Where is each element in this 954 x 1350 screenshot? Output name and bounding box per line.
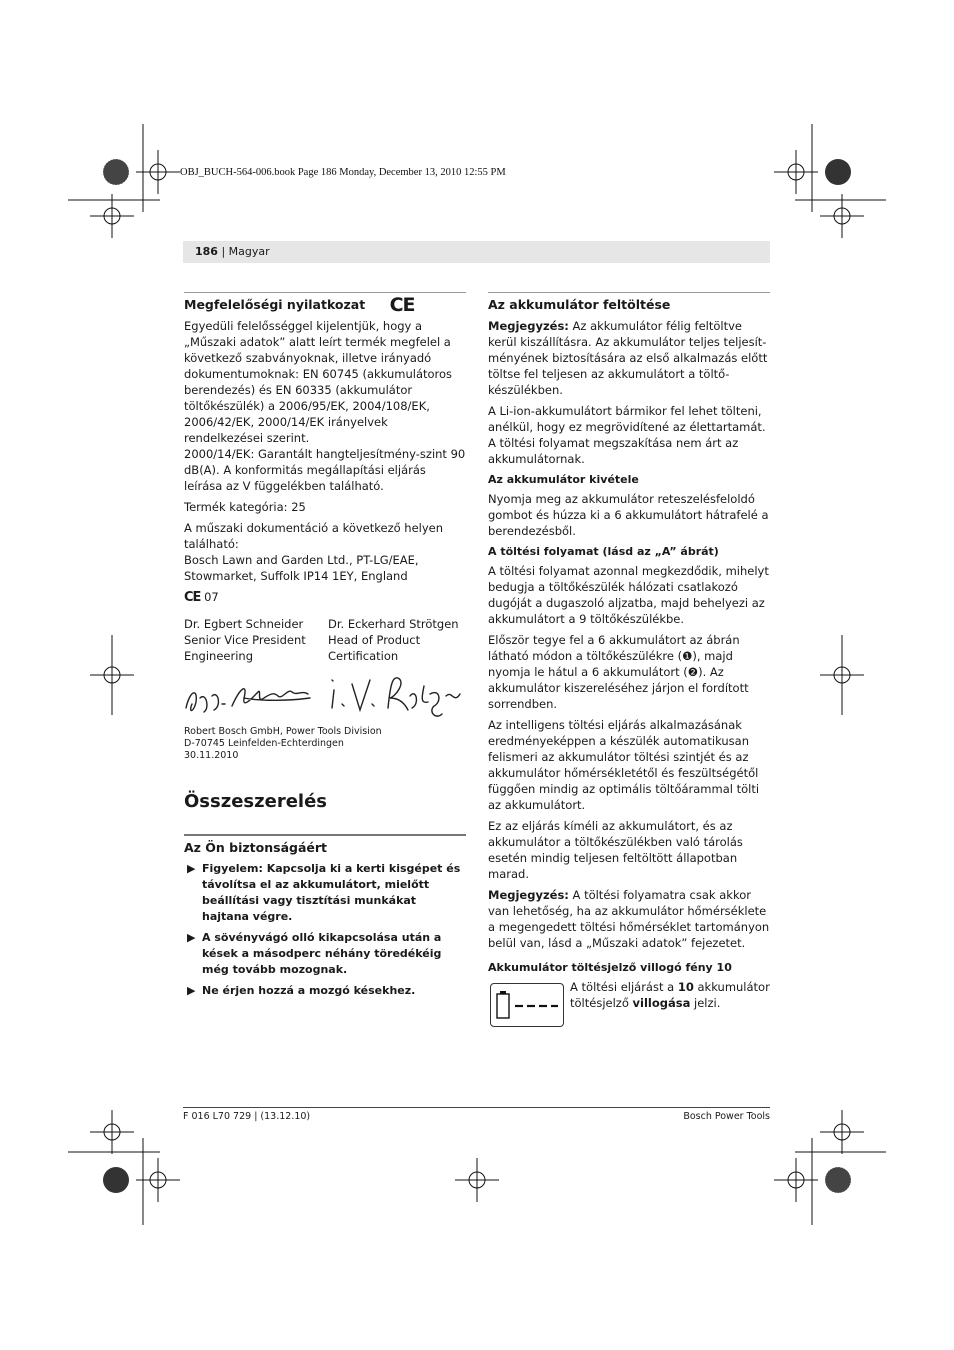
safety-item-text: A sövényvágó olló kikapcsolása után a kések a másodperc néhány töredékéig még tovább mozognak. (202, 931, 442, 976)
header-language: Magyar (228, 245, 270, 258)
section-rule (488, 292, 770, 293)
list-item (184, 983, 466, 999)
note-2-text: A töltési folyamatra csak akkor van lehetőség, ha az akkumulátor hőmérséklete a megengedett töltési hőmérséklet tartományon belül van, lásd a „Műszaki adatok” fejezetet. (488, 888, 770, 950)
indicator-bold: villogása (632, 996, 691, 1010)
indicator-number: 10 (677, 980, 694, 994)
section-rule (184, 292, 466, 293)
ce-year-line (184, 589, 466, 606)
footer-doc-code: F 016 L70 729 | (13.12.10) (183, 1111, 311, 1122)
print-info-line: OBJ_BUCH-564-006.book Page 186 Monday, December 13, 2010 12:55 PM (180, 167, 506, 178)
indicator-text-b: akkumulátor töltésjelző (570, 980, 770, 1010)
note-label: Megjegyzés: (488, 319, 569, 333)
page-number: 186 (195, 245, 218, 258)
signer-1-dept: Engineering (184, 649, 253, 663)
left-column (184, 292, 466, 1004)
signer-2-dept: Certification (328, 649, 399, 663)
declaration-title: Megfelelőségi nyilatkozat (184, 297, 366, 312)
note-2 (488, 887, 770, 951)
safety-item-text: Ne érjen hozzá a mozgó késekhez. (202, 984, 416, 997)
indicator-block (488, 979, 770, 1029)
signer-2-name: Dr. Eckerhard Strötgen (328, 617, 459, 631)
declaration-body: Egyedüli felelősséggel kijelentjük, hogy a „Műszaki adatok” alatt leírt termék megfelel a következő szabványoknak, illetve irányadó dokumentumoknak: EN 60745 (akkumulátoros berendezés) és EN 60335 (akkumulátor töltőkészülék) a 2006/95/EK, 2004/108/EK, 2006/42/EK, 2000/14/EK irányelvek rendelkezései szerint. (184, 319, 453, 445)
product-category: Termék kategória: 25 (184, 500, 306, 514)
signer-2 (328, 616, 472, 664)
signer-1 (184, 616, 328, 664)
bullet-arrow-icon: ▶ (187, 984, 196, 997)
safety-title: Az Ön biztonságáért (184, 840, 328, 855)
signers (184, 616, 466, 664)
page-footer (183, 1107, 770, 1122)
bullet-arrow-icon: ▶ (187, 862, 196, 875)
process-title: A töltési folyamat (lásd az „A” ábrát) (488, 545, 719, 558)
battery-indicator-icon (490, 983, 564, 1027)
company-line-1: Robert Bosch GmbH, Power Tools Division (184, 726, 382, 737)
signer-2-title: Head of Product (328, 633, 421, 647)
note-1 (488, 318, 770, 398)
header-separator: | (217, 245, 229, 258)
declaration-noise: 2000/14/EK: Garantált hangteljesítmény-szint 90 dB(A). A konformitás megállapítási eljárás leírása az V függelékben található. (184, 447, 466, 493)
liion-paragraph: A Li-ion-akkumulátort bármikor fel lehet tölteni, anélkül, hogy ez megrövidítené az élettartamát. A töltési folyamat megszakítása nem árt az akkumulátornak. (488, 404, 766, 466)
company-line-2: D-70745 Leinfelden-Echterdingen (184, 738, 344, 749)
indicator-text-a: A töltési eljárást a (570, 980, 678, 994)
note-label: Megjegyzés: (488, 888, 569, 902)
footer-brand: Bosch Power Tools (683, 1111, 770, 1122)
process-paragraph-3: Az intelligens töltési eljárás alkalmazásának eredményeképpen a készülék automatikusan felismeri az akkumulátor töltési szintjét és az akkumulátor hőmérsékletétől és feszültségétől függően mindig az optimális töltőárammal tölti az akkumulátort. (488, 718, 760, 812)
ce-mark-small-icon: CE (184, 590, 201, 605)
charge-title: Az akkumulátor feltöltése (488, 297, 671, 312)
indicator-text (570, 979, 770, 1011)
list-item (184, 930, 466, 978)
process-paragraph-2: Először tegye fel a 6 akkumulátort az ábrán látható módon a töltőkészülékre (❶), majd nyomja le hátul a 6 akkumulátort (❷). Az akkumulátor kiszereléséhez járjon el fordított sorrendben. (488, 633, 749, 711)
safety-item-text: Figyelem: Kapcsolja ki a kerti kisgépet és távolítsa el az akkumulátort, mielőtt beállítási vagy tisztítási munkákat hajtana végre. (202, 862, 461, 923)
section-rule (184, 834, 466, 836)
assembly-title: Összeszerelés (184, 791, 327, 812)
ce-year: 07 (204, 590, 219, 604)
remove-title: Az akkumulátor kivétele (488, 473, 639, 486)
signatures-image (184, 668, 466, 724)
right-column (488, 292, 770, 1029)
list-item (184, 861, 466, 925)
ce-mark-icon: CE (389, 294, 415, 316)
company-date: 30.11.2010 (184, 750, 239, 761)
indicator-title: Akkumulátor töltésjelző villogó fény 10 (488, 961, 732, 974)
signer-1-name: Dr. Egbert Schneider (184, 617, 304, 631)
page-header (195, 245, 270, 258)
declaration-heading (184, 294, 466, 316)
safety-list (184, 861, 466, 999)
note-1-text: Az akkumulátor félig feltöltve kerül kiszállításra. Az akkumulátor teljes teljesít-ményének biztosítására az első alkalmazás előtt töltse fel teljesen az akkumulátort a töltő-készülékben. (488, 319, 768, 397)
process-paragraph-1: A töltési folyamat azonnal megkezdődik, mihelyt bedugja a töltőkészülék hálózati csatlakozó dugóját a dugaszoló aljzatba, majd behelyezi az akkumulátort a 9 töltőkészülékbe. (488, 564, 769, 626)
docs-address: Bosch Lawn and Garden Ltd., PT-LG/EAE, Stowmarket, Suffolk IP14 1EY, England (184, 553, 419, 583)
docs-location: A műszaki dokumentáció a következő helyen található: (184, 521, 444, 551)
page-header-bar (183, 241, 770, 263)
remove-body: Nyomja meg az akkumulátor reteszelésfeloldó gombot és húzza ki a 6 akkumulátort hátrafelé a berendezésből. (488, 492, 769, 538)
signer-1-title: Senior Vice President (184, 633, 306, 647)
process-paragraph-4: Ez az eljárás kíméli az akkumulátort, és az akkumulátor a töltőkészülékben való tárolás esetén mindig teljesen feltöltött állapotban marad. (488, 819, 743, 881)
company-address (184, 726, 466, 762)
bullet-arrow-icon: ▶ (187, 931, 196, 944)
indicator-text-c: jelzi. (690, 996, 721, 1010)
